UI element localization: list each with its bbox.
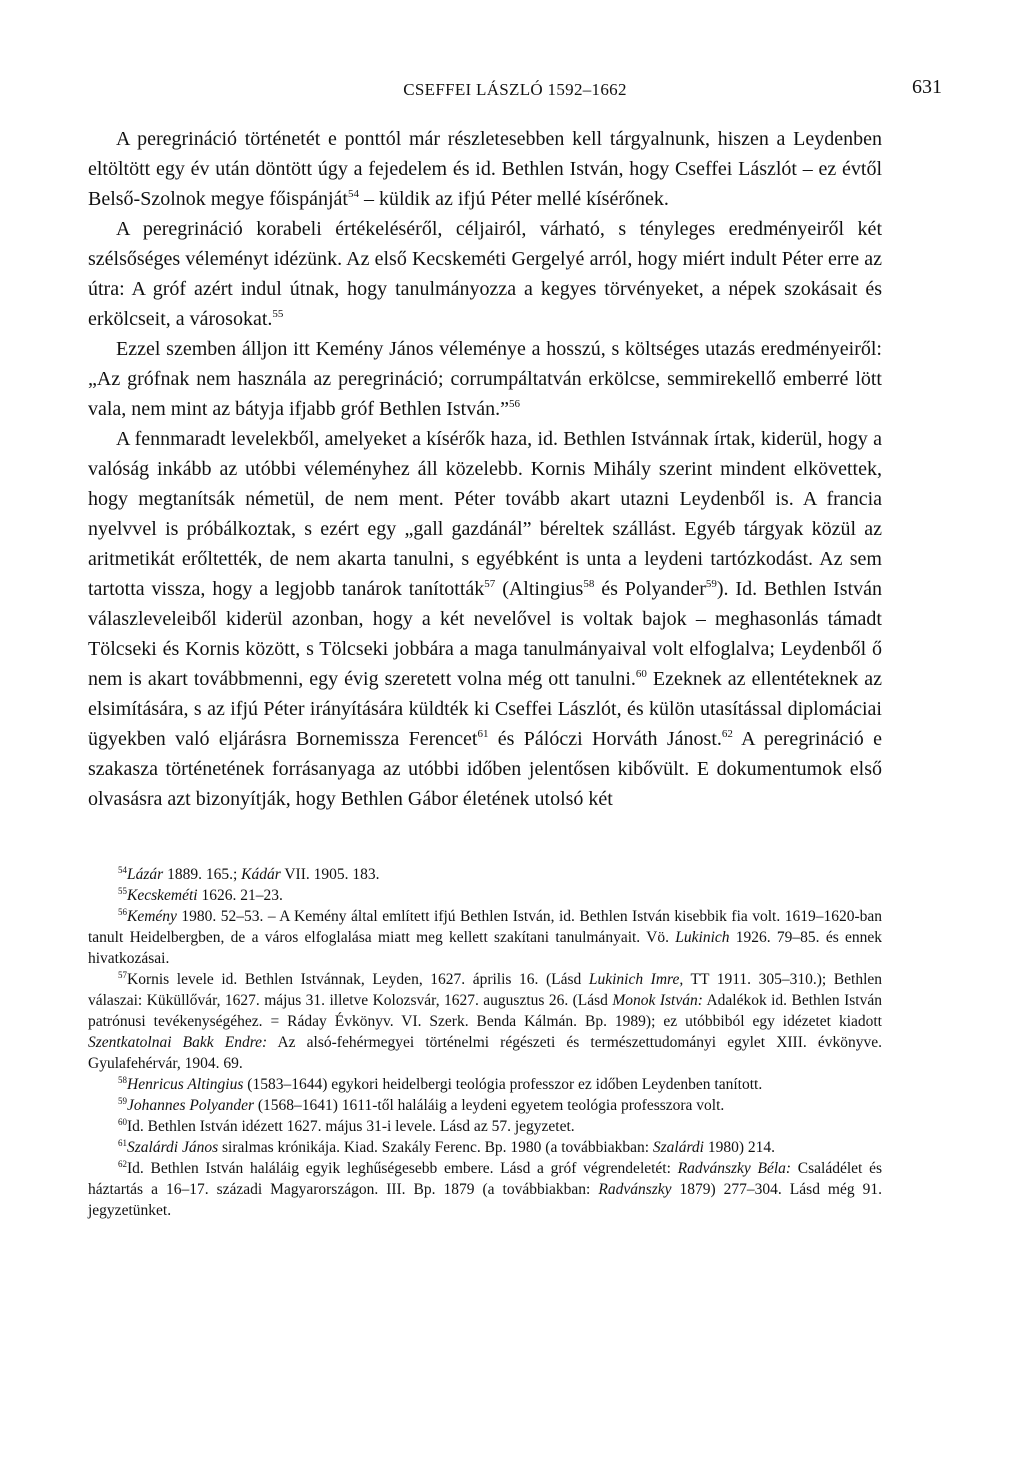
footnote-ref-55[interactable]: 55 [272, 308, 284, 320]
footnote-62: $^{62}$Id. Bethlen István haláláig egyik leghűségesebb embere. Lásd a gróf végrendeletét: Radvánszky Béla: Családélet és háztartás a 16–17. századi Magyarországon. III. Bp. 1879 (a továbbiakban: Radvánszky 1879) 277–304. Lásd még 91. jegyzetünket. [88, 1159, 882, 1219]
running-title: CSEFFEI LÁSZLÓ 1592–1662 [403, 80, 627, 99]
footnote-60: $^{60}$Id. Bethlen István idézett 1627. május 31-i levele. Lásd az 57. jegyzetet. [118, 1117, 575, 1135]
main-text [88, 124, 882, 814]
footnote-ref-57[interactable]: 57 [484, 578, 496, 590]
footnote-59: $^{59}$Johannes Polyander (1568–1641) 1611-től haláláig a leydeni egyetem teológia professzora volt. [118, 1096, 725, 1114]
footnotes [88, 864, 882, 1221]
footnote-61: $^{61}$Szalárdi János siralmas krónikája. Kiad. Szakály Ferenc. Bp. 1980 (a továbbiakban: Szalárdi 1980) 214. [118, 1138, 776, 1156]
footnote-ref-62[interactable]: 62 [721, 728, 733, 740]
footnote-54: $^{54}$Lázár 1889. 165.; Kádár VII. 1905. 183. [118, 865, 380, 883]
footnote-ref-61[interactable]: 61 [477, 728, 489, 740]
page-header [88, 76, 942, 106]
footnote-58: $^{58}$Henricus Altingius (1583–1644) egykori heidelbergi teológia professzor ez időben Leydenben tanított. [118, 1075, 763, 1093]
paragraph-2: A peregrináció korabeli értékeléséről, céljairól, várható, s tényleges eredményeiről két szélsőséges véleményt idézünk. Az első Kecskeméti Gergelyé arról, hogy miért indult Péter erre az útra: A gróf azért indul útnak, hogy tanulmányozza a kegyes törvényeket, a népek szokásait és erkölcseit, a városokat.$^{55}$ [88, 218, 882, 330]
page-number: 631 [912, 76, 942, 98]
footnote-57: $^{57}$Kornis levele id. Bethlen Istvánnak, Leyden, 1627. április 16. (Lásd Lukinich Imre, TT 1911. 305–310.); Bethlen válaszai: Küküllővár, 1627. május 31. illetve Kolozsvár, 1627. augusztus 26. (Lásd Monok István: Adalékok id. Bethlen István patrónusi tevékenységéhez. = Ráday Évkönyv. VI. Szerk. Benda Kálmán. Bp. 1989); ez utóbbiból egy idézetet kiadott Szentkatolnai Bakk Endre: Az alsó-fehérmegyei történelmi régészeti és természettudományi egylet XIII. évkönyve. Gyulafehérvár, 1904. 69. [88, 970, 883, 1072]
paragraph-1: A peregrináció történetét e ponttól már részletesebben kell tárgyalnunk, hiszen a Leydenben eltöltött egy év után döntött úgy a fejedelem és id. Bethlen István, hogy Cseffei Lászlót – ez évtől Belső-Szolnok megye főispánját$^{54}$ – küldik az ifjú Péter mellé kísérőnek. [88, 128, 882, 210]
footnote-ref-60[interactable]: 60 [635, 668, 647, 680]
paragraph-4: A fennmaradt levelekből, amelyeket a kísérők haza, id. Bethlen Istvánnak írtak, kiderül, hogy a valóság inkább az utóbbi véleményhez áll közelebb. Kornis Mihály szerint mindent elkövettek, hogy megtanítsák németül, de nem ment. Péter tovább akart utazni Leydenből is. A francia nyelvvel is próbálkoztak, s ezért egy „gall gazdánál” béreltek szállást. Egyéb tárgyak közül az aritmetikát erőltették, de nem akarta tanulni, s egyébként is unta a leydeni tartózkodást. Az sem tartotta vissza, hogy a legjobb tanárok tanították$^{57}$ (Altingius$^{58}$ és Polyander$^{59}$). Id. Bethlen István válaszleveleiből kiderül azonban, hogy a két nevelővel is voltak bajok – meghasonlás támadt Tölcseki és Kornis között, s Tölcseki jobbára a maga tanulmányaival volt elfoglalva; Leydenből ő nem is akart továbbmenni, egy évig szeretett volna még ott tanulni.$^{60}$ Ezeknek az ellentéteknek az elsimítására, s az ifjú Péter irányítására küldték ki Cseffei Lászlót, és külön utasítással diplomáciai ügyekben való eljárásra Bornemissza Ferencet$^{61}$ és Pálóczi Horváth Jánost.$^{62}$ A peregrináció e szakasza történetének forrásanyaga az utóbbi időben jelentősen kibővült. E dokumentumok első olvasásra azt bizonyítják, hogy Bethlen Gábor életének utolsó két [88, 428, 882, 810]
footnote-56: $^{56}$Kemény 1980. 52–53. – A Kemény által említett ifjú Bethlen István, id. Bethlen István kisebbik fia volt. 1619–1620-ban tanult Heidelbergben, de a város elfoglalása miatt meg kellett szakítani tanulmányait. Vö. Lukinich 1926. 79–85. és ennek hivatkozásai. [88, 907, 883, 967]
footnote-ref-58[interactable]: 58 [583, 578, 595, 590]
paragraph-3: Ezzel szemben álljon itt Kemény János véleménye a hosszú, s költséges utazás eredményeiről: „Az grófnak nem használa az peregrináció; corrumpáltatván erkölcse, semmirekellő emberré lött vala, nem mint az bátyja ifjabb gróf Bethlen István.”$^{56}$ [88, 338, 882, 420]
footnote-ref-54[interactable]: 54 [347, 188, 359, 200]
footnote-ref-56[interactable]: 56 [508, 398, 520, 410]
footnote-55: $^{55}$Kecskeméti 1626. 21–23. [118, 886, 283, 904]
footnote-ref-59[interactable]: 59 [705, 578, 717, 590]
